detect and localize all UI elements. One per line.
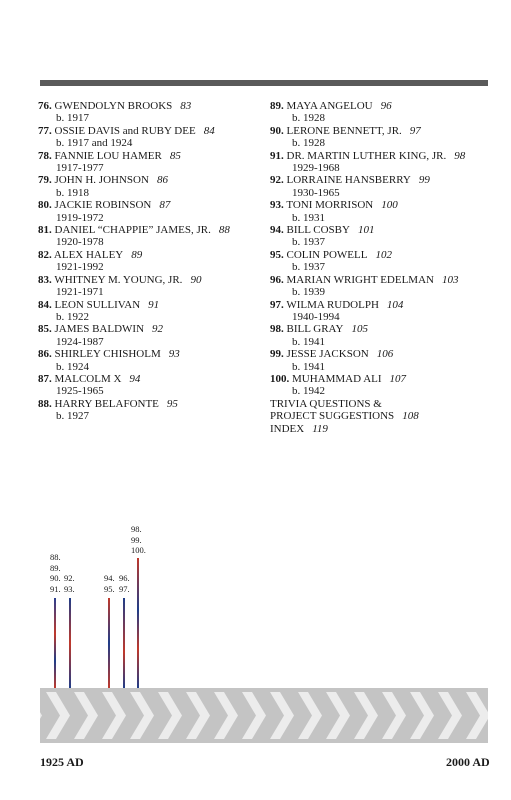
toc-entry xyxy=(38,348,268,373)
toc-entry xyxy=(270,150,500,175)
timeline-label: 92. xyxy=(64,573,75,583)
entry-page: 86 xyxy=(156,174,168,187)
entry-number: 87. xyxy=(38,372,52,385)
entry-number: 89. xyxy=(270,100,284,112)
chevron-mark xyxy=(214,692,238,739)
timeline-start-label: 1925 AD xyxy=(40,755,84,769)
entry-page: 102 xyxy=(375,248,392,261)
entry-page: 99 xyxy=(418,174,430,187)
entry-number: 76. xyxy=(38,100,52,112)
entry-dates: 1919-1972 xyxy=(56,211,104,224)
entry-name: MALCOLM X xyxy=(54,372,122,385)
timeline-marker xyxy=(137,558,139,688)
chevron-mark xyxy=(438,692,462,739)
chevron-mark xyxy=(242,692,266,739)
chevron-mark xyxy=(46,692,70,739)
toc-entry xyxy=(38,125,268,150)
entry-page: 98 xyxy=(454,149,466,162)
toc-entry xyxy=(270,174,500,199)
timeline-end-label: 2000 AD xyxy=(446,755,490,769)
entry-page: 100 xyxy=(381,199,398,212)
chevron-mark xyxy=(410,692,434,739)
timeline-label: 90. xyxy=(50,573,61,583)
timeline-labels-group5 xyxy=(131,524,146,556)
entry-dates: b. 1927 xyxy=(56,410,89,423)
entry-number: 81. xyxy=(38,224,52,237)
entry-name: LORRAINE HANSBERRY xyxy=(286,174,411,187)
entry-number: 79. xyxy=(38,174,52,187)
entry-number: 100. xyxy=(270,372,290,385)
entry-name: WHITNEY M. YOUNG, JR. xyxy=(54,273,183,286)
top-rule xyxy=(40,80,488,86)
timeline-marker xyxy=(54,598,56,688)
entry-name: BILL COSBY xyxy=(286,224,350,237)
entry-name: DR. MARTIN LUTHER KING, JR. xyxy=(286,149,447,162)
entry-page: 92 xyxy=(152,323,164,336)
entry-name: HARRY BELAFONTE xyxy=(54,397,159,410)
entry-name: GWENDOLYN BROOKS xyxy=(54,100,173,112)
entry-page: 89 xyxy=(131,248,143,261)
entry-page: 96 xyxy=(380,100,392,112)
back-matter xyxy=(270,398,500,435)
entry-dates: 1921-1992 xyxy=(56,261,104,274)
entry-number: 92. xyxy=(270,174,284,187)
entry-number: 93. xyxy=(270,199,284,212)
entry-dates: b. 1939 xyxy=(292,286,325,299)
entry-dates: b. 1942 xyxy=(292,385,325,398)
entry-dates: b. 1928 xyxy=(292,112,325,125)
trivia-line1: TRIVIA QUESTIONS & xyxy=(270,397,382,410)
entry-page: 107 xyxy=(389,372,407,385)
toc-entry xyxy=(38,249,268,274)
entry-number: 98. xyxy=(270,323,284,336)
toc-entry xyxy=(38,174,268,199)
entry-dates: 1929-1968 xyxy=(292,162,340,175)
toc-entry xyxy=(270,299,500,324)
timeline-label: 94. xyxy=(104,573,115,583)
timeline-label: 99. xyxy=(131,534,142,545)
timeline-label: 88. xyxy=(50,552,61,562)
entry-number: 91. xyxy=(270,149,284,162)
toc-entry xyxy=(270,199,500,224)
entry-dates: 1930-1965 xyxy=(292,186,340,199)
entry-name: WILMA RUDOLPH xyxy=(286,298,379,311)
entry-name: DANIEL “CHAPPIE” JAMES, JR. xyxy=(54,224,211,237)
entry-name: TONI MORRISON xyxy=(286,199,374,212)
entry-number: 80. xyxy=(38,199,52,212)
entry-name: OSSIE DAVIS and RUBY DEE xyxy=(54,124,196,137)
chevron-mark xyxy=(326,692,350,739)
timeline-labels-group4 xyxy=(119,573,130,594)
toc-entry xyxy=(270,323,500,348)
entry-name: JOHN H. JOHNSON xyxy=(54,174,149,187)
entry-name: JAMES BALDWIN xyxy=(54,323,145,336)
entry-page: 106 xyxy=(376,348,394,361)
toc-entry xyxy=(38,299,268,324)
chevron-pattern xyxy=(40,688,488,743)
timeline-labels-group3 xyxy=(104,573,115,594)
entry-name: MARIAN WRIGHT EDELMAN xyxy=(286,273,434,286)
entry-page: 103 xyxy=(441,273,459,286)
entry-name: COLIN POWELL xyxy=(286,248,368,261)
timeline-label: 97. xyxy=(119,583,130,594)
chevron-mark xyxy=(186,692,210,739)
chevron-mark xyxy=(298,692,322,739)
chevron-mark xyxy=(466,692,488,739)
entry-name: MUHAMMAD ALI xyxy=(292,372,382,385)
entry-dates: b. 1937 xyxy=(292,261,325,274)
trivia-page: 108 xyxy=(402,410,419,423)
index-label: INDEX xyxy=(270,422,305,435)
toc-entry xyxy=(38,323,268,348)
chevron-mark xyxy=(74,692,98,739)
entry-name: JESSE JACKSON xyxy=(286,348,369,361)
toc-entry xyxy=(270,100,500,125)
chevron-mark xyxy=(354,692,378,739)
entry-dates: 1924-1987 xyxy=(56,335,104,348)
timeline-label: 91. xyxy=(50,583,61,594)
timeline-labels-group2 xyxy=(64,573,75,594)
entry-number: 82. xyxy=(38,248,52,261)
toc-entry xyxy=(270,249,500,274)
entry-dates: b. 1941 xyxy=(292,335,325,348)
entry-page: 83 xyxy=(180,100,192,112)
entry-number: 86. xyxy=(38,348,52,361)
timeline-label: 89. xyxy=(50,562,61,573)
entry-name: MAYA ANGELOU xyxy=(286,100,373,112)
toc-entry xyxy=(270,348,500,373)
entry-number: 95. xyxy=(270,248,284,261)
entry-dates: b. 1928 xyxy=(292,137,325,150)
timeline-label: 100. xyxy=(131,545,146,555)
toc-entry xyxy=(38,100,268,125)
entry-name: LERONE BENNETT, JR. xyxy=(286,124,402,137)
chevron-mark xyxy=(382,692,406,739)
entry-page: 97 xyxy=(409,124,421,137)
entry-page: 95 xyxy=(166,397,178,410)
entry-dates: 1925-1965 xyxy=(56,385,104,398)
chevron-mark xyxy=(130,692,154,739)
toc-entry xyxy=(270,373,500,398)
toc-entry xyxy=(270,274,500,299)
timeline-marker xyxy=(108,598,110,688)
entry-page: 93 xyxy=(168,348,180,361)
entry-number: 97. xyxy=(270,298,284,311)
entry-name: SHIRLEY CHISHOLM xyxy=(54,348,161,361)
entry-page: 101 xyxy=(357,224,375,237)
timeline-label: 95. xyxy=(104,583,115,594)
timeline-label: 93. xyxy=(64,583,75,594)
entry-number: 84. xyxy=(38,298,52,311)
timeline-label: 98. xyxy=(131,524,142,534)
chevron-mark xyxy=(40,692,42,739)
toc-entry xyxy=(38,398,268,423)
entry-dates: 1920-1978 xyxy=(56,236,104,249)
entry-page: 104 xyxy=(386,298,404,311)
entry-page: 90 xyxy=(190,273,202,286)
entry-page: 87 xyxy=(159,199,171,212)
entry-dates: b. 1937 xyxy=(292,236,325,249)
entry-page: 91 xyxy=(148,298,160,311)
entry-dates: b. 1917 and 1924 xyxy=(56,137,133,150)
toc-entry xyxy=(270,224,500,249)
entry-number: 85. xyxy=(38,323,52,336)
chevron-mark xyxy=(158,692,182,739)
entry-number: 96. xyxy=(270,273,284,286)
timeline-band xyxy=(40,688,488,743)
entry-page: 88 xyxy=(218,224,230,237)
entry-page: 84 xyxy=(203,124,215,137)
entry-page: 105 xyxy=(351,323,368,336)
index-page: 119 xyxy=(312,422,328,435)
entry-name: ALEX HALEY xyxy=(53,248,124,261)
entry-page: 85 xyxy=(169,149,181,162)
entry-name: BILL GRAY xyxy=(286,323,344,336)
entry-number: 78. xyxy=(38,149,52,162)
entry-dates: b. 1931 xyxy=(292,211,325,224)
entry-dates: b. 1918 xyxy=(56,186,89,199)
entry-dates: b. 1941 xyxy=(292,360,325,373)
toc-entry xyxy=(38,150,268,175)
entry-dates: 1940-1994 xyxy=(292,310,340,323)
timeline-marker xyxy=(69,598,71,688)
timeline-marker xyxy=(123,598,125,688)
entry-number: 77. xyxy=(38,124,52,137)
toc-entry xyxy=(38,274,268,299)
toc-entry xyxy=(38,224,268,249)
entry-number: 90. xyxy=(270,124,284,137)
toc-right-column xyxy=(270,100,500,435)
entry-page: 94 xyxy=(129,372,141,385)
entry-number: 83. xyxy=(38,273,52,286)
toc-entry xyxy=(38,199,268,224)
toc-entry xyxy=(38,373,268,398)
entry-name: JACKIE ROBINSON xyxy=(54,199,152,212)
timeline-label: 96. xyxy=(119,573,130,583)
entry-number: 94. xyxy=(270,224,284,237)
entry-dates: b. 1917 xyxy=(56,112,89,125)
chevron-mark xyxy=(270,692,294,739)
entry-number: 88. xyxy=(38,397,52,410)
entry-dates: 1921-1971 xyxy=(56,286,104,299)
entry-name: FANNIE LOU HAMER xyxy=(54,149,162,162)
entry-dates: 1917-1977 xyxy=(56,162,104,175)
timeline-labels-group1 xyxy=(50,552,61,594)
toc-left-column xyxy=(38,100,268,423)
trivia-line2: PROJECT SUGGESTIONS xyxy=(270,410,395,423)
entry-name: LEON SULLIVAN xyxy=(54,298,141,311)
toc-entry xyxy=(270,125,500,150)
chevron-mark xyxy=(102,692,126,739)
entry-dates: b. 1924 xyxy=(56,360,89,373)
entry-number: 99. xyxy=(270,348,284,361)
entry-dates: b. 1922 xyxy=(56,310,89,323)
